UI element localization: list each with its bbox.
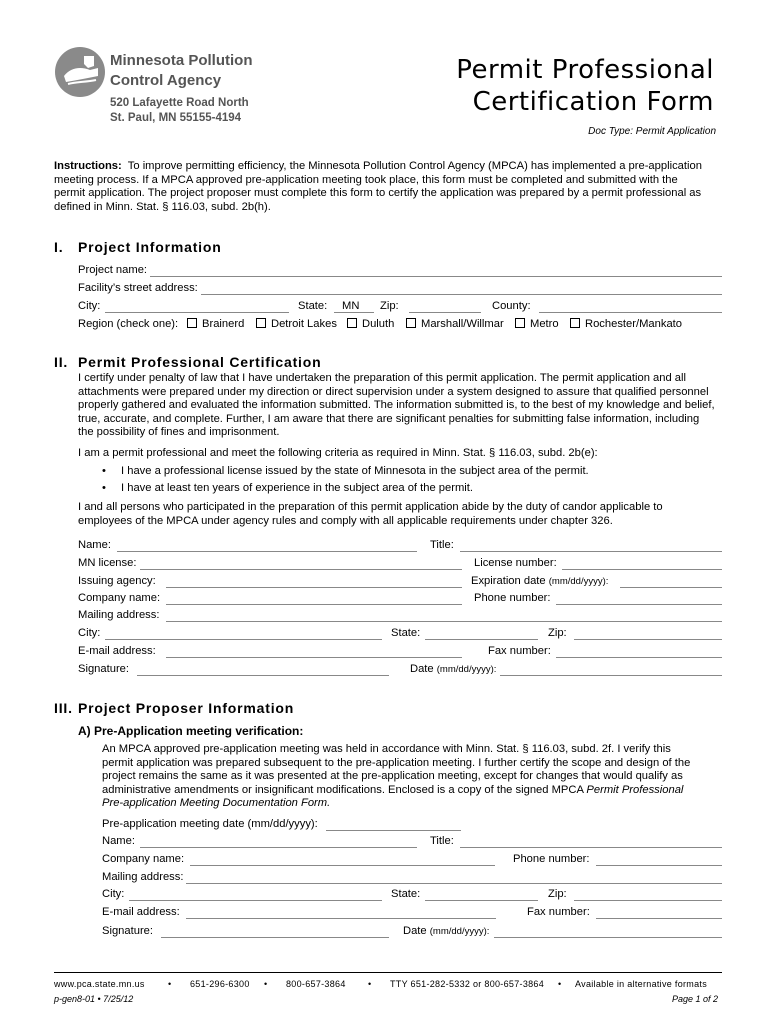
sub-a-heading: A) Pre-Application meeting verification: (78, 724, 304, 738)
street-address-label: Facility’s street address: (78, 282, 198, 294)
form-title-line2: Certification Form (472, 87, 714, 117)
pp-name-field[interactable] (117, 551, 417, 552)
instructions-line: permit application. The project proposer must complete this form to certify the application was prepared by a permit professional as (54, 187, 702, 200)
certification-line: the possibility of fines and imprisonment. (78, 426, 280, 439)
instructions (54, 160, 734, 214)
street-address-field[interactable] (201, 294, 722, 295)
pp-date-text: Date (410, 663, 434, 675)
pr-date-text: Date (403, 925, 427, 937)
pp-email-label: E-mail address: (78, 645, 156, 657)
pr-phone-number-label: Phone number: (513, 853, 590, 865)
county-field[interactable] (539, 312, 722, 313)
instructions-line: To improve permitting efficiency, the Minnesota Pollution Control Agency (MPCA) has implemented a pre-application (127, 160, 702, 172)
section-1-number: I. (54, 239, 64, 255)
pp-city-label: City: (78, 627, 101, 639)
footer-alt-formats: Available in alternative formats (575, 979, 707, 989)
pr-phone-number-field[interactable] (596, 865, 722, 866)
pp-mn-license-field[interactable] (140, 569, 462, 570)
region-label-rochester-mankato: Rochester/Mankato (585, 318, 683, 330)
pp-title-field[interactable] (460, 551, 722, 552)
pr-company-name-field[interactable] (190, 865, 495, 866)
pp-company-name-label: Company name: (78, 592, 161, 604)
mpca-logo-icon (54, 46, 106, 98)
region-checkbox-marshall-willmar[interactable] (406, 318, 416, 328)
footer-bullet: • (558, 979, 562, 989)
pr-state-field[interactable] (425, 900, 538, 901)
footer-bullet: • (264, 979, 268, 989)
pp-expiration-text: Expiration date (471, 575, 546, 587)
bullet-icon: • (102, 482, 106, 494)
agency-name-line2: Control Agency (110, 72, 222, 89)
pp-signature-label: Signature: (78, 663, 129, 675)
state-value[interactable]: MN (342, 300, 360, 312)
section-3-number: III. (54, 700, 73, 716)
region-checkbox-detroit-lakes[interactable] (256, 318, 266, 328)
region-checkbox-metro[interactable] (515, 318, 525, 328)
footer-phone2: 800-657-3864 (286, 979, 346, 989)
instructions-line: defined in Minn. Stat. § 116.03, subd. 2b(h). (54, 200, 271, 213)
pp-phone-number-label: Phone number: (474, 592, 551, 604)
pp-title-label: Title: (430, 539, 454, 551)
state-label: State: (298, 300, 328, 312)
pr-mailing-address-label: Mailing address: (102, 871, 184, 883)
pp-issuing-agency-label: Issuing agency: (78, 575, 156, 587)
pr-date-field[interactable] (494, 937, 722, 938)
pp-phone-number-field[interactable] (556, 604, 722, 605)
criteria-intro: I am a permit professional and meet the following criteria as required in Minn. Stat. § 116.03, subd. 2b(e): (78, 447, 598, 459)
verification-form-name: Permit Professional (586, 783, 684, 796)
certification-line: I certify under penalty of law that I have undertaken the preparation of this permit application. The permit application and all (78, 372, 687, 384)
pp-state-field[interactable] (425, 639, 538, 640)
footer-bullet: • (168, 979, 172, 989)
pp-date-format: (mm/dd/yyyy): (436, 664, 497, 675)
verification-line: project remains the same as it was presented at the pre-application meeting, except for changes that would qualify as (102, 770, 683, 783)
criteria-bullet: I have at least ten years of experience in the subject area of the permit. (121, 482, 473, 494)
region-checkbox-rochester-mankato[interactable] (570, 318, 580, 328)
pr-fax-field[interactable] (596, 918, 722, 919)
section-3-title: Project Proposer Information (78, 700, 295, 716)
pr-date-label (403, 925, 489, 939)
pr-name-label: Name: (102, 835, 135, 847)
pr-city-label: City: (102, 888, 125, 900)
region-label-metro: Metro (530, 318, 559, 330)
mpca-logo (54, 46, 106, 98)
region-checkbox-duluth[interactable] (347, 318, 357, 328)
verification-paragraph (102, 743, 742, 811)
footer-doc-id: p-gen8-01 • 7/25/12 (54, 994, 134, 1004)
pp-date-field[interactable] (500, 675, 722, 676)
section-1-title: Project Information (78, 239, 222, 255)
pr-email-label: E-mail address: (102, 906, 180, 918)
pr-state-label: State: (391, 888, 421, 900)
certification-line: attachments were prepared under my direction or direct supervision under a system designed to assure that qualified personnel (78, 385, 709, 398)
pp-state-label: State: (391, 627, 421, 639)
verification-line: administrative amendments or insignificant modifications. Enclosed is a copy of the signed MPCA (102, 783, 584, 796)
section-2-number: II. (54, 354, 69, 370)
pr-email-field[interactable] (186, 918, 496, 919)
footer-website[interactable]: www.pca.state.mn.us (54, 979, 145, 989)
section-2-title: Permit Professional Certification (78, 354, 322, 370)
region-label-marshall-willmar: Marshall/Willmar (421, 318, 504, 330)
pp-mailing-address-field[interactable] (166, 621, 722, 622)
meeting-date-field[interactable] (326, 830, 461, 831)
agency-address-line2: St. Paul, MN 55155-4194 (110, 112, 242, 124)
pp-fax-label: Fax number: (488, 645, 551, 657)
pr-title-label: Title: (430, 835, 454, 847)
agency-address-line1: 520 Lafayette Road North (110, 97, 249, 109)
pp-company-name-field[interactable] (166, 604, 462, 605)
pp-fax-field[interactable] (556, 657, 722, 658)
form-title-line1: Permit Professional (456, 55, 714, 85)
verification-line: permit application was prepared subsequent to the pre-application meeting. I further certify the scope and design of the (102, 756, 691, 769)
instructions-line: meeting process. If a MPCA approved pre-application meeting took place, this form must be completed and submitted with the (54, 173, 678, 186)
pp-signature-field[interactable] (137, 675, 389, 676)
footer-page: Page 1 of 2 (671, 994, 718, 1004)
zip-field[interactable] (409, 312, 481, 313)
region-label-duluth: Duluth (362, 318, 395, 330)
pr-company-name-label: Company name: (102, 853, 185, 865)
pr-name-field[interactable] (140, 847, 417, 848)
verification-line: An MPCA approved pre-application meeting was held in accordance with Minn. Stat. § 116.03, subd. 2f. I verify this (102, 743, 671, 755)
pp-expiration-label (471, 575, 608, 589)
state-field[interactable] (334, 312, 374, 313)
pr-signature-label: Signature: (102, 925, 153, 937)
region-label: Region (check one): (78, 318, 179, 330)
pp-expiration-field[interactable] (620, 587, 722, 588)
pr-date-format: (mm/dd/yyyy): (429, 926, 490, 937)
pr-zip-field[interactable] (574, 900, 722, 901)
pr-mailing-address-field[interactable] (186, 883, 722, 884)
pp-date-label (410, 663, 496, 677)
pp-zip-field[interactable] (574, 639, 722, 640)
pp-license-number-label: License number: (474, 557, 557, 569)
criteria-bullet: I have a professional license issued by the state of Minnesota in the subject area of the permit. (121, 465, 589, 477)
pp-mailing-address-label: Mailing address: (78, 609, 160, 621)
footer-divider (54, 972, 722, 973)
pp-expiration-format: (mm/dd/yyyy): (548, 576, 609, 587)
pp-license-number-field[interactable] (562, 569, 722, 570)
city-field[interactable] (105, 312, 289, 313)
bullet-icon: • (102, 465, 106, 477)
pp-zip-label: Zip: (548, 627, 567, 639)
pr-fax-label: Fax number: (527, 906, 590, 918)
project-name-label: Project name: (78, 264, 148, 276)
certification-paragraph (78, 372, 738, 440)
certification-line: true, accurate, and complete. Further, I am aware that there are significant penalties for submitting false information, including (78, 412, 700, 425)
pp-name-label: Name: (78, 539, 111, 551)
candor-line: I and all persons who participated in the preparation of this permit application abide by the duty of candor applicable to (78, 501, 663, 513)
pr-signature-field[interactable] (161, 937, 389, 938)
region-checkbox-brainerd[interactable] (187, 318, 197, 328)
certification-line: properly gathered and evaluated the information submitted. The information submitted is, to the best of my knowledge and belief, (78, 399, 715, 412)
region-label-brainerd: Brainerd (202, 318, 245, 330)
pp-mn-license-label: MN license: (78, 557, 137, 569)
candor-line: employees of the MPCA under agency rules and comply with all applicable requirements under chapter 326. (78, 514, 613, 527)
pp-email-field[interactable] (166, 657, 462, 658)
pp-issuing-agency-field[interactable] (166, 587, 462, 588)
footer-phone1: 651-296-6300 (190, 979, 250, 989)
pp-city-field[interactable] (105, 639, 382, 640)
region-label-detroit-lakes: Detroit Lakes (271, 318, 337, 330)
pr-city-field[interactable] (129, 900, 382, 901)
pr-title-field[interactable] (460, 847, 722, 848)
footer-tty: TTY 651-282-5332 or 800-657-3864 (390, 979, 545, 989)
doc-type: Doc Type: Permit Application (588, 126, 716, 137)
footer-bullet: • (368, 979, 372, 989)
city-label: City: (78, 300, 101, 312)
project-name-field[interactable] (150, 276, 722, 277)
agency-name-line1: Minnesota Pollution (110, 52, 253, 69)
candor-paragraph (78, 501, 738, 528)
instructions-label: Instructions: (54, 160, 122, 172)
meeting-date-label: Pre-application meeting date (mm/dd/yyyy): (102, 818, 318, 830)
verification-form-name-cont: Pre-application Meeting Documentation Form. (102, 797, 331, 810)
pr-zip-label: Zip: (548, 888, 567, 900)
zip-label: Zip: (380, 300, 399, 312)
county-label: County: (492, 300, 531, 312)
